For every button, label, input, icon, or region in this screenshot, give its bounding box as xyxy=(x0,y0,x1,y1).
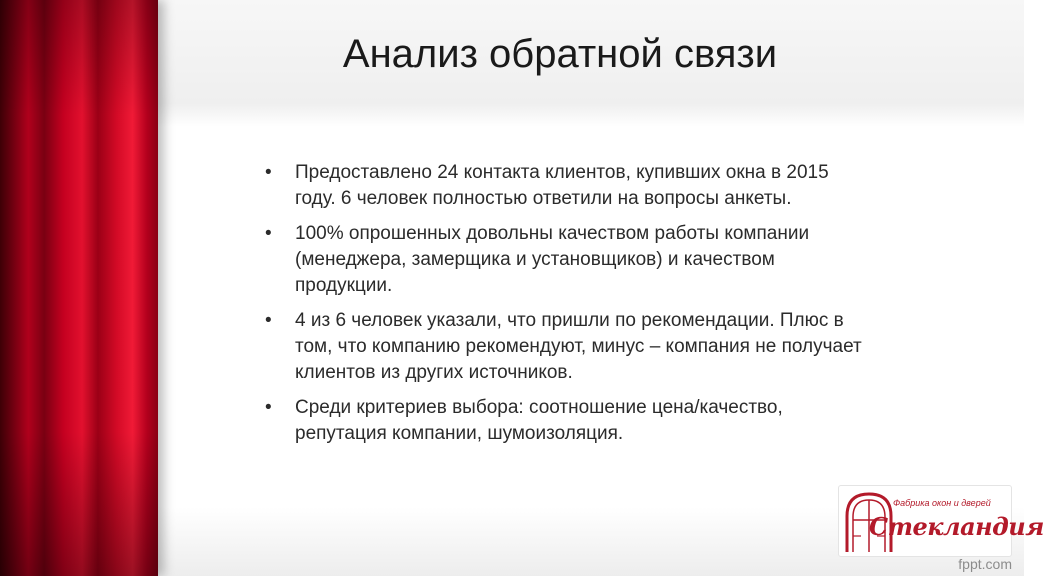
bullet-text: Предоставлено 24 контакта клиентов, купивших окна в 2015 году. 6 человек полностью ответили на вопросы анкеты. xyxy=(295,162,829,209)
bullet-text: Среди критериев выбора: соотношение цена/качество, репутация компании, шумоизоляция. xyxy=(295,397,783,444)
bullet-text: 100% опрошенных довольны качеством работы компании (менеджера, замерщика и установщиков) и качеством продукции. xyxy=(295,223,810,296)
logo-tagline: Фабрика окон и дверей xyxy=(893,498,991,508)
bullet-text: 4 из 6 человек указали, что пришли по рекомендации. Плюс в том, что компанию рекомендуют, минус – компания не получает клиентов из других источников. xyxy=(295,310,862,383)
bullet-item xyxy=(265,160,865,212)
logo-name: Стекландия xyxy=(869,512,1044,541)
bullet-item xyxy=(265,221,865,299)
bullet-icon: • xyxy=(265,310,272,331)
bullet-item xyxy=(265,308,865,386)
bullet-icon: • xyxy=(265,397,272,418)
bullet-item xyxy=(265,395,865,447)
bullet-icon: • xyxy=(265,223,272,244)
company-logo xyxy=(838,485,1044,557)
bullet-list xyxy=(265,160,865,456)
watermark: fppt.com xyxy=(958,556,1012,572)
red-curtain-decoration xyxy=(0,0,158,576)
bullet-icon: • xyxy=(265,162,272,183)
slide-title: Анализ обратной связи xyxy=(342,32,778,76)
